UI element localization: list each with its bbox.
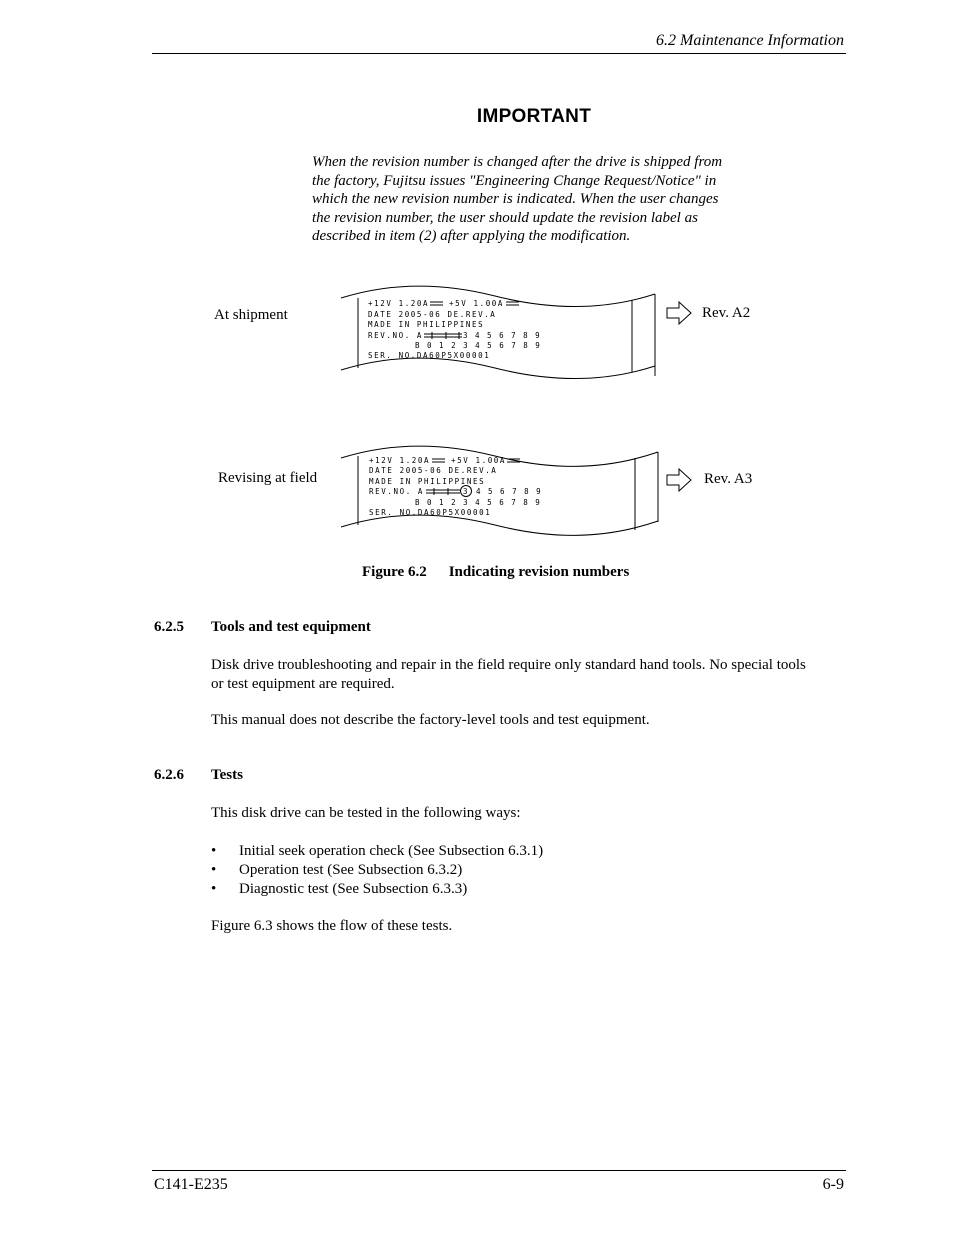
right-arrow-icon bbox=[667, 302, 691, 324]
section-625-title: Tools and test equipment bbox=[211, 619, 371, 635]
label-1-rev-row-b: B 0 1 2 3 4 5 6 7 8 9 bbox=[415, 341, 542, 350]
label-1-power-5v: +5V 1.00A bbox=[449, 299, 505, 308]
label-2-rev-no: REV.NO. A bbox=[369, 487, 425, 496]
paragraph-line: This disk drive can be tested in the following ways: bbox=[211, 805, 521, 821]
label-2-circled-digit: 3 bbox=[463, 487, 468, 496]
label-1-rev-no: REV.NO. A bbox=[368, 331, 424, 340]
important-line: described in item (2) after applying the modification. bbox=[312, 228, 631, 244]
important-heading: IMPORTANT bbox=[476, 106, 592, 127]
tests-bullet-list bbox=[211, 842, 543, 899]
bullet-icon: • bbox=[211, 862, 217, 878]
section-625-paragraph-2 bbox=[211, 711, 847, 730]
label-2-rev-digits: 4 5 6 7 8 9 bbox=[476, 487, 543, 496]
label-2-rev-row-b: B 0 1 2 3 4 5 6 7 8 9 bbox=[415, 498, 542, 507]
paragraph-line: or test equipment are required. bbox=[211, 676, 395, 692]
section-626-number: 6.2.6 bbox=[154, 767, 184, 783]
label-1-power-12v: +12V 1.20A bbox=[368, 299, 430, 308]
footer-rule bbox=[152, 1170, 846, 1171]
paragraph-line: Disk drive troubleshooting and repair in the field require only standard hand tools. No special tools bbox=[211, 657, 806, 673]
paragraph-line: This manual does not describe the factory-level tools and test equipment. bbox=[211, 712, 650, 728]
right-arrow-icon bbox=[667, 469, 691, 491]
label-2-power-5v: +5V 1.00A bbox=[451, 456, 507, 465]
figure-title: Indicating revision numbers bbox=[448, 564, 630, 580]
label-1-date: DATE 2005-06 DE.REV.A bbox=[368, 310, 497, 319]
list-item-text: Operation test (See Subsection 6.3.2) bbox=[239, 862, 463, 878]
important-line: When the revision number is changed after the drive is shipped from bbox=[312, 154, 723, 170]
important-line: the factory, Fujitsu issues "Engineering Change Request/Notice" in bbox=[312, 172, 717, 189]
section-625-number: 6.2.5 bbox=[154, 619, 184, 635]
label-2-power-12v: +12V 1.20A bbox=[369, 456, 431, 465]
label-1-serial: SER. NO.DA60P5X00001 bbox=[368, 351, 491, 360]
rev-a3-label: Rev. A3 bbox=[704, 471, 753, 487]
list-item-text: Diagnostic test (See Subsection 6.3.3) bbox=[239, 881, 468, 897]
paragraph-line: Figure 6.3 shows the flow of these tests. bbox=[211, 918, 453, 934]
label-2-date: DATE 2005-06 DE.REV.A bbox=[369, 466, 498, 475]
list-item-text: Initial seek operation check (See Subsection 6.3.1) bbox=[239, 843, 544, 859]
rev-a2-label: Rev. A2 bbox=[702, 305, 751, 321]
label-1-made-in: MADE IN PHILIPPINES bbox=[368, 320, 485, 329]
section-625-paragraph-1 bbox=[211, 656, 847, 694]
section-626-closing bbox=[211, 917, 847, 936]
running-header: 6.2 Maintenance Information bbox=[656, 32, 844, 49]
label-at-shipment: At shipment bbox=[214, 307, 288, 323]
figure-number: Figure 6.2 bbox=[362, 564, 427, 580]
important-line: which the new revision number is indicated. When the user changes bbox=[312, 191, 719, 207]
section-626-title: Tests bbox=[211, 767, 243, 783]
page-number: 6-9 bbox=[822, 1176, 844, 1193]
list-item bbox=[211, 842, 543, 861]
label-2-serial: SER. NO.DA60P5X00001 bbox=[369, 508, 492, 517]
important-line: the revision number, the user should update the revision label as bbox=[312, 209, 698, 226]
label-2-made-in: MADE IN PHILIPPINES bbox=[369, 477, 486, 486]
bullet-icon: • bbox=[211, 881, 217, 897]
label-1-rev-digits: 3 4 5 6 7 8 9 bbox=[463, 331, 542, 340]
section-626-intro bbox=[211, 804, 847, 823]
figure-caption bbox=[362, 564, 629, 581]
document-number: C141-E235 bbox=[154, 1176, 228, 1193]
list-item bbox=[211, 880, 543, 899]
revision-label-figure bbox=[0, 0, 954, 560]
bullet-icon: • bbox=[211, 843, 217, 859]
list-item bbox=[211, 861, 543, 880]
label-revising-at-field: Revising at field bbox=[218, 470, 318, 486]
